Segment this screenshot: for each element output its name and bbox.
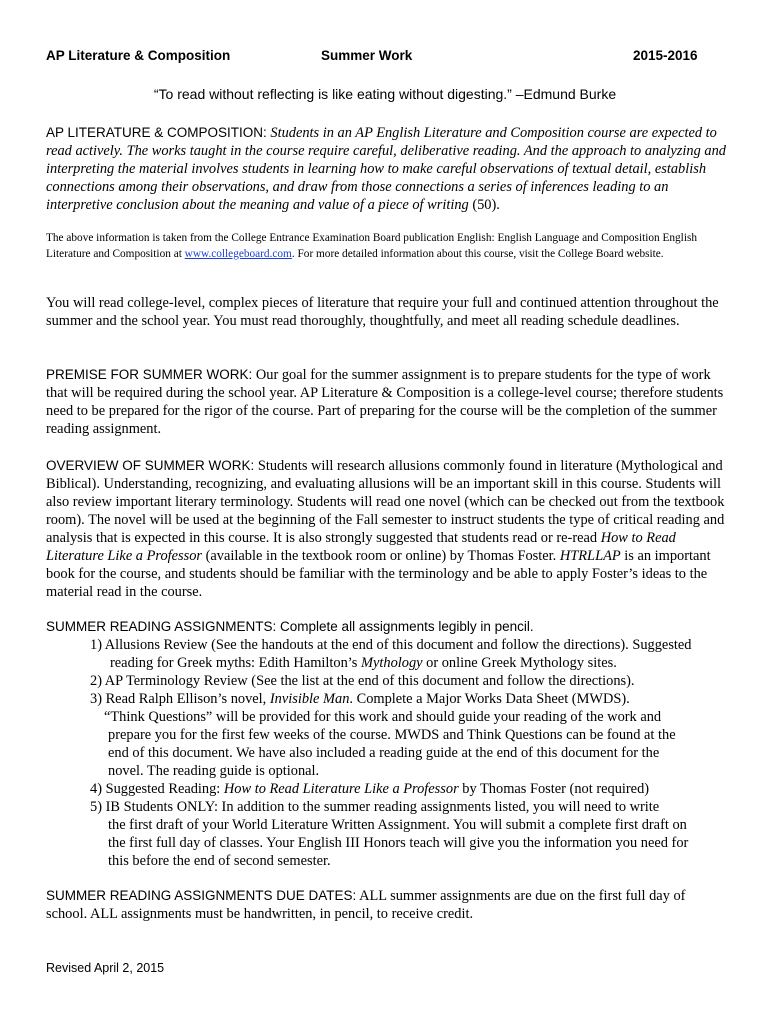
due-dates-label: SUMMER READING ASSIGNMENTS DUE DATES: xyxy=(46,888,357,903)
header-course-title: AP Literature & Composition xyxy=(46,48,231,63)
assignment-item-1-cont xyxy=(46,654,730,672)
assignment-item-5: 5) IB Students ONLY: In addition to the summer reading assignments listed, you will need to write xyxy=(90,799,660,815)
expectation-paragraph: You will read college-level, complex pieces of literature that require your full and continued attention throughout the summer and the school year. You must read thoroughly, thoughtfully, and meet all reading schedule deadlines. xyxy=(46,295,719,329)
htrllap-title: How to Read Literature Like a Professor xyxy=(223,781,459,797)
source-note xyxy=(46,231,730,262)
assignment-item-2: 2) AP Terminology Review (See the list at the end of this document and follow the directions). xyxy=(90,673,635,689)
overview-text-1: Students will research allusions commonly found in literature (Mythological and Biblical). Understanding, recognizing, and evaluating allusions will be an important skill in this course. Students will also review important literary terminology. Students will read one novel (which can be checked out from the textbook room). The novel will be used at the beginning of the Fall semester to instruct students the type of critical reading and analysis that is expected in this course. It is also strongly suggested that students read or re-read xyxy=(46,458,725,546)
assignments-label: SUMMER READING ASSIGNMENTS: Complete all assignments legibly in pencil. xyxy=(46,619,534,634)
assignment-item-1 xyxy=(46,636,730,654)
mythology-title: Mythology xyxy=(361,655,423,671)
collegeboard-link[interactable]: www.collegeboard.com xyxy=(184,247,292,260)
assignment-item-3-line-5: novel. The reading guide is optional. xyxy=(108,763,320,779)
overview-abbr: HTRLLAP xyxy=(559,548,621,564)
intro-label: AP LITERATURE & COMPOSITION: xyxy=(46,125,267,140)
revision-date: Revised April 2, 2015 xyxy=(46,961,165,975)
premise-label: PREMISE FOR SUMMER WORK: xyxy=(46,367,253,382)
intro-citation: (50). xyxy=(468,197,500,213)
assignments-section xyxy=(46,618,730,870)
assignment-item-3-line-4: end of this document. We have also included a reading guide at the end of this document for the xyxy=(108,745,660,761)
assignment-item-5-line-2: the first draft of your World Literature Written Assignment. You will submit a complete first draft on xyxy=(108,817,687,833)
source-note-after: . For more detailed information about this course, visit the College Board website. xyxy=(291,247,664,260)
assignment-item-4 xyxy=(46,780,730,798)
assignment-item-4-end: by Thomas Foster (not required) xyxy=(458,781,650,797)
assignment-item-1-text: 1) Allusions Review (See the handouts at the end of this document and follow the directions). Suggested xyxy=(90,637,692,653)
overview-label: OVERVIEW OF SUMMER WORK: xyxy=(46,458,255,473)
assignment-item-1-cont-end: or online Greek Mythology sites. xyxy=(422,655,617,671)
premise-paragraph xyxy=(46,366,730,438)
overview-text-3: is an important book for the course, and students should be familiar with the terminology and be able to apply Foster’s ideas to the material read in the course. xyxy=(46,548,711,600)
intro-paragraph xyxy=(46,124,730,214)
overview-text-2: (available in the textbook room or online) by Thomas Foster. xyxy=(202,548,560,564)
assignment-item-3-line-2: “Think Questions” will be provided for this work and should guide your reading of the work and xyxy=(104,709,662,725)
due-dates-text: ALL summer assignments are due on the first full day of school. ALL assignments must be handwritten, in pencil, to receive credit. xyxy=(46,888,686,922)
source-note-before: The above information is taken from the College Entrance Examination Board publication English: English Language and Composition English Literature and Composition at xyxy=(46,232,697,260)
assignment-item-3 xyxy=(46,690,730,708)
assignment-item-3-text: 3) Read Ralph Ellison’s novel, xyxy=(90,691,270,707)
assignment-item-4-text: 4) Suggested Reading: xyxy=(90,781,224,797)
assignment-item-3-line-3: prepare you for the first few weeks of the course. MWDS and Think Questions can be found at the xyxy=(108,727,676,743)
intro-text: Students in an AP English Literature and Composition course are expected to read actively. The works taught in the course require careful, deliberative reading. And the approach to analyzing and interpreting the material involves students in learning how to make careful observations of textual detail, establish connections among their observations, and draw from those connections a series of inferences leading to an interpretive conclusion about the meaning and value of a piece of writing xyxy=(46,125,726,213)
assignment-item-5-line-3: the first full day of classes. Your English III Honors teach will give you the information you need for xyxy=(108,835,689,851)
assignment-item-3-end: . Complete a Major Works Data Sheet (MWDS). xyxy=(349,691,630,707)
header-summer-work: Summer Work xyxy=(321,48,413,63)
header-school-year: 2015-2016 xyxy=(633,48,698,63)
epigraph-quote: “To read without reflecting is like eating without digesting.” –Edmund Burke xyxy=(153,86,617,102)
due-dates-paragraph xyxy=(46,887,730,923)
overview-book-title: How to Read Literature Like a Professor xyxy=(46,530,676,564)
premise-text: Our goal for the summer assignment is to prepare students for the type of work that will be required during the school year. AP Literature & Composition is a college-level course; therefore students need to be prepared for the rigor of the course. Part of preparing for the course will be the completion of the summer reading assignment. xyxy=(46,367,724,437)
assignment-item-1-cont-text: reading for Greek myths: Edith Hamilton’s xyxy=(110,655,361,671)
overview-paragraph xyxy=(46,457,730,601)
assignment-item-5-line-4: this before the end of second semester. xyxy=(108,853,331,869)
invisible-man-title: Invisible Man xyxy=(269,691,350,707)
